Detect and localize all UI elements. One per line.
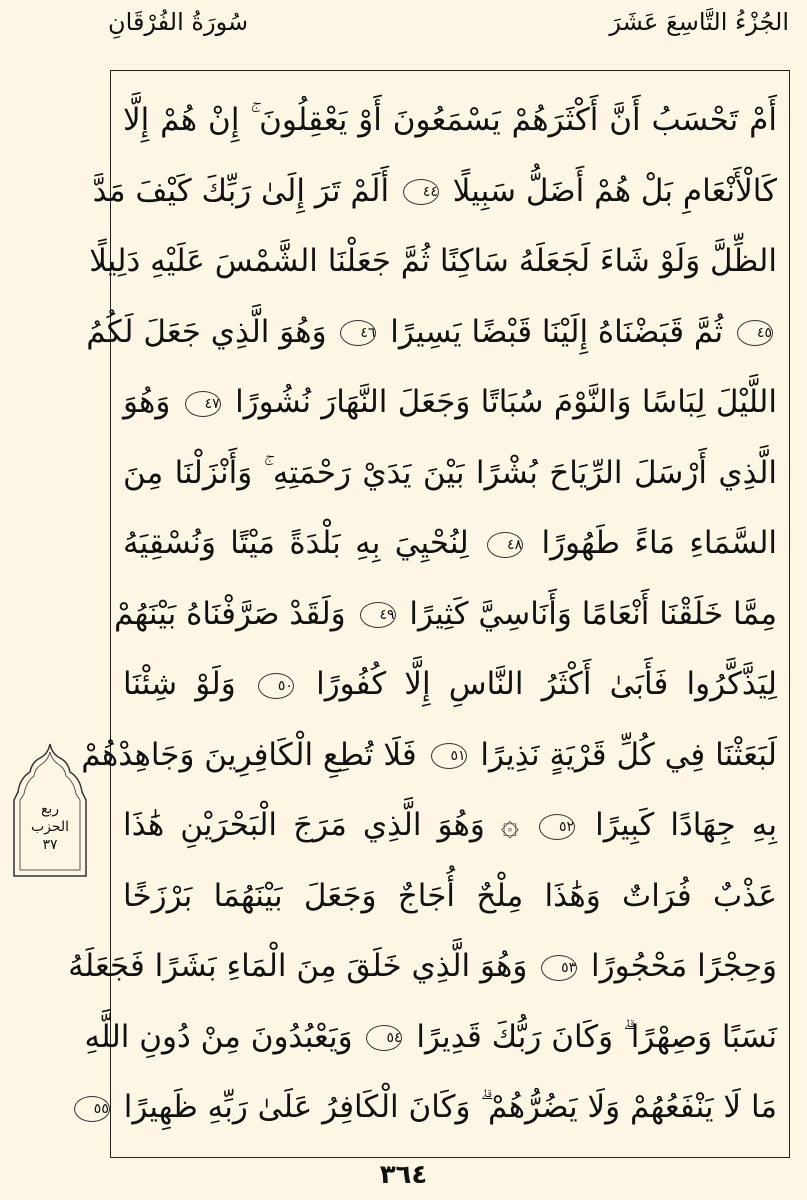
verse-text: لِيَذَّكَّرُوا فَأَبَىٰ أَكْثَرُ النَّاسِ إِلَّا كُفُورًا <box>316 666 777 702</box>
ayah-number-marker: ٥٣ <box>541 955 577 981</box>
verse-line <box>93 1072 789 1143</box>
verse-text: اللَّيْلَ لِبَاسًا وَالنَّوْمَ سُبَاتًا وَجَعَلَ النَّهَارَ نُشُورًا <box>235 384 777 420</box>
surah-title: سُورَةُ الفُرْقَانِ <box>108 8 249 36</box>
ayah-number-marker: ٥٤ <box>366 1025 402 1051</box>
verse-line <box>111 367 789 438</box>
ayah-number-marker: ٤٥ <box>737 320 773 346</box>
verse-text: السَّمَاءِ مَاءً طَهُورًا <box>541 525 777 561</box>
page-header <box>0 0 807 60</box>
verse-text: وَهُوَ الَّذِي خَلَقَ مِنَ الْمَاءِ بَشَرًا فَجَعَلَهُ <box>68 948 528 984</box>
verse-line <box>111 579 789 650</box>
verse-line <box>111 438 789 509</box>
verse-lines <box>68 85 789 1143</box>
verse-text: وَحِجْرًا مَحْجُورًا <box>591 948 777 984</box>
ayah-number-marker: ٥٢ <box>539 814 575 840</box>
hizb-label: الحزب <box>30 819 70 835</box>
juz-title: الجُزْءُ التَّاسِعَ عَشَرَ <box>609 8 789 36</box>
verse-line <box>111 790 789 861</box>
verse-text: مِمَّا خَلَقْنَا أَنْعَامًا وَأَنَاسِيَّ كَثِيرًا <box>409 595 777 632</box>
verse-text: وَلَقَدْ صَرَّفْنَاهُ بَيْنَهُمْ <box>114 595 346 632</box>
verse-text: وَيَعْبُدُونَ مِنْ دُونِ اللَّهِ <box>84 1018 353 1055</box>
text-frame <box>68 70 790 1158</box>
verse-text: كَالْأَنْعَامِ بَلْ هُمْ أَضَلُّ سَبِيلًا <box>452 172 777 209</box>
hizb-quarter-label: ربع <box>40 801 60 817</box>
verse-text: أَلَمْ تَرَ إِلَىٰ رَبِّكَ كَيْفَ مَدَّ <box>92 172 390 209</box>
hizb-text <box>8 800 92 854</box>
verse-line <box>84 1002 789 1073</box>
verse-text: ثُمَّ قَبَضْنَاهُ إِلَيْنَا قَبْضًا يَسِيرًا <box>390 313 724 350</box>
ayah-number-marker: ٥١ <box>431 743 467 769</box>
verse-text: ۞ وَهُوَ الَّذِي مَرَجَ الْبَحْرَيْنِ هَٰذَا <box>123 807 520 843</box>
verse-text: وَهُوَ الَّذِي جَعَلَ لَكُمُ <box>86 313 327 350</box>
ayah-number-marker: ٤٨ <box>487 532 523 558</box>
verse-line <box>92 156 789 227</box>
verse-text: وَهُوَ <box>123 384 171 420</box>
verse-line <box>81 720 789 791</box>
ayah-number-marker: ٤٤ <box>403 179 439 205</box>
verse-line <box>89 226 789 297</box>
verse-line <box>111 649 789 720</box>
verse-text: الَّذِي أَرْسَلَ الرِّيَاحَ بُشْرًا بَيْنَ يَدَيْ رَحْمَتِهِ ۚ وَأَنْزَلْنَا مِنَ <box>123 454 777 491</box>
verse-text: وَلَوْ شِئْنَا <box>123 666 236 702</box>
page-number: ٣٦٤ <box>379 1160 428 1190</box>
verse-text: عَذْبٌ فُرَاتٌ وَهَٰذَا مِلْحٌ أُجَاجٌ وَجَعَلَ بَيْنَهُمَا بَرْزَخًا <box>123 877 777 914</box>
verse-text: نَسَبًا وَصِهْرًا ۗ وَكَانَ رَبُّكَ قَدِيرًا <box>416 1018 777 1055</box>
verse-line <box>111 508 789 579</box>
hizb-number: ٣٧ <box>42 837 58 853</box>
verse-line <box>68 931 789 1002</box>
verse-text: بِهِ جِهَادًا كَبِيرًا <box>595 807 777 843</box>
verse-text: مَا لَا يَنْفَعُهُمْ وَلَا يَضُرُّهُمْ ۗ وَكَانَ الْكَافِرُ عَلَىٰ رَبِّهِ ظَهِيرًا <box>123 1089 777 1125</box>
verse-text: لَبَعَثْنَا فِي كُلِّ قَرْيَةٍ نَذِيرًا <box>480 736 777 773</box>
verse-text: الظِّلَّ وَلَوْ شَاءَ لَجَعَلَهُ سَاكِنًا ثُمَّ جَعَلْنَا الشَّمْسَ عَلَيْهِ دَلِيلًا <box>89 243 777 279</box>
ayah-number-marker: ٤٦ <box>340 320 376 346</box>
ayah-number-marker: ٤٩ <box>360 602 396 628</box>
hizb-marker <box>8 740 92 880</box>
verse-line <box>111 861 789 932</box>
verse-text: لِنُحْيِيَ بِهِ بَلْدَةً مَيْتًا وَنُسْقِيَهُ <box>123 525 469 561</box>
verse-text: أَمْ تَحْسَبُ أَنَّ أَكْثَرَهُمْ يَسْمَعُونَ أَوْ يَعْقِلُونَ ۚ إِنْ هُمْ إِلَّا <box>123 102 777 138</box>
ayah-number-marker: ٥٠ <box>258 673 294 699</box>
verse-line <box>86 297 789 368</box>
verse-line <box>111 85 789 156</box>
ayah-number-marker: ٥٥ <box>74 1096 110 1122</box>
verse-text: فَلَا تُطِعِ الْكَافِرِينَ وَجَاهِدْهُمْ <box>81 736 417 773</box>
ayah-number-marker: ٤٧ <box>185 391 221 417</box>
